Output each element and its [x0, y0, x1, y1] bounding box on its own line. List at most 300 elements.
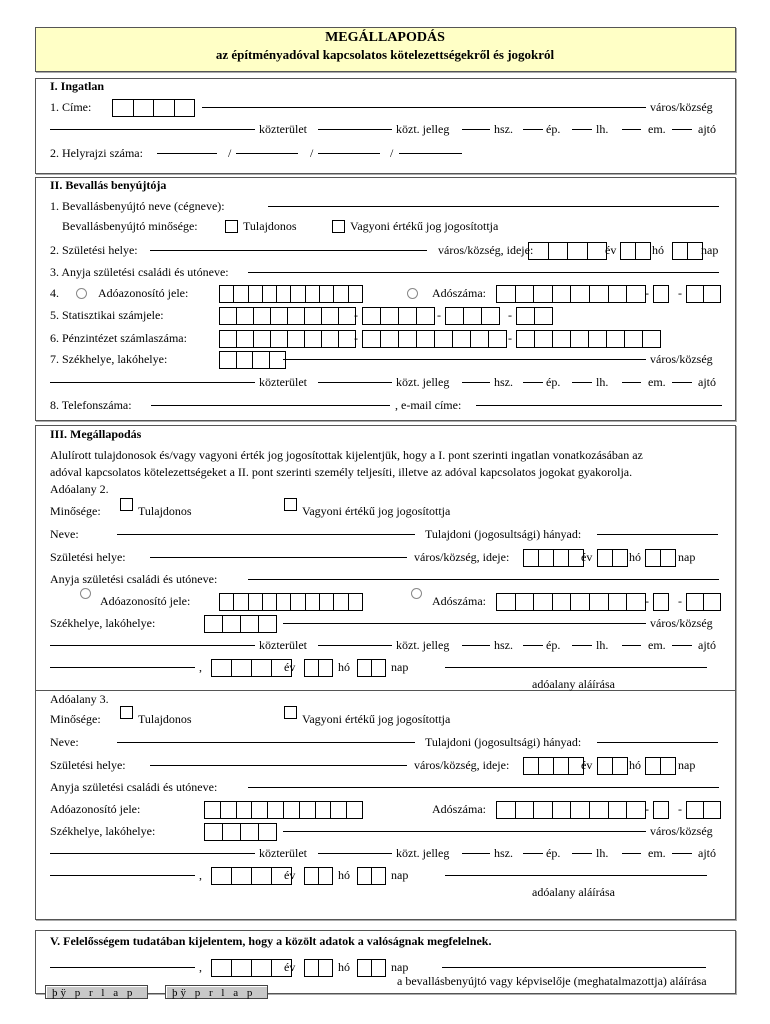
label: 2. Helyrajzi száma:: [50, 146, 143, 160]
digit-box[interactable]: [322, 331, 339, 347]
place-input[interactable]: [50, 875, 195, 876]
digit-box[interactable]: [554, 758, 569, 774]
digit-box[interactable]: [372, 960, 385, 976]
label: em.: [648, 846, 666, 860]
tax-id-radio[interactable]: [80, 588, 91, 599]
label: év: [581, 758, 593, 772]
rights-holder-checkbox[interactable]: [284, 706, 297, 719]
digit-box[interactable]: [305, 868, 319, 884]
digit-box[interactable]: [453, 331, 471, 347]
digit-box[interactable]: [539, 758, 554, 774]
birth-year-boxes: [528, 242, 607, 260]
digit-box[interactable]: [259, 824, 276, 840]
house-number-input[interactable]: [462, 129, 490, 130]
label: Bevallásbenyújtó minősége:: [62, 219, 198, 233]
zip-boxes: [204, 823, 277, 841]
digit-box[interactable]: [661, 758, 675, 774]
stat-number-boxes: [445, 307, 500, 325]
tax-number-boxes: [686, 801, 721, 819]
digit-box[interactable]: [253, 352, 270, 368]
next-page-button[interactable]: þÿ p r l a p: [165, 985, 268, 999]
door-input[interactable]: [672, 853, 692, 854]
label: év: [284, 868, 296, 882]
digit-box[interactable]: [305, 331, 322, 347]
zip-boxes: [112, 99, 195, 117]
label: Székhelye, lakóhelye:: [50, 824, 156, 838]
digit-box[interactable]: [516, 802, 535, 818]
digit-box[interactable]: [654, 802, 668, 818]
digit-box[interactable]: [553, 802, 572, 818]
digit-box[interactable]: [288, 308, 305, 324]
digit-box[interactable]: [232, 960, 252, 976]
digit-box[interactable]: [381, 331, 399, 347]
digit-box[interactable]: [534, 286, 553, 302]
digit-box[interactable]: [588, 243, 607, 259]
digit-box[interactable]: [154, 100, 175, 116]
digit-box[interactable]: [661, 550, 675, 566]
digit-box[interactable]: [363, 331, 381, 347]
digit-box[interactable]: [249, 594, 263, 610]
lot-number-input[interactable]: [399, 153, 462, 154]
digit-box[interactable]: [621, 243, 636, 259]
digit-box[interactable]: [613, 758, 627, 774]
digit-box[interactable]: [331, 802, 347, 818]
digit-box[interactable]: [220, 308, 237, 324]
digit-box[interactable]: [554, 550, 569, 566]
digit-box[interactable]: [381, 308, 399, 324]
label: Adóazonosító jele:: [50, 802, 141, 816]
digit-box[interactable]: [646, 550, 661, 566]
tax-number-radio[interactable]: [407, 288, 418, 299]
label: /: [390, 146, 394, 160]
label: -: [678, 802, 682, 816]
label: adóalany aláírása: [532, 885, 615, 899]
digit-box[interactable]: [232, 660, 252, 676]
digit-box[interactable]: [221, 802, 237, 818]
digit-box[interactable]: [305, 308, 322, 324]
digit-box[interactable]: [241, 616, 259, 632]
birth-month-boxes: [597, 549, 628, 567]
signature-line[interactable]: [445, 875, 707, 876]
digit-box[interactable]: [271, 308, 288, 324]
digit-box[interactable]: [534, 594, 553, 610]
building-input[interactable]: [523, 382, 543, 383]
digit-box[interactable]: [643, 331, 660, 347]
digit-box[interactable]: [417, 308, 434, 324]
label: ,: [199, 660, 202, 674]
digit-box[interactable]: [627, 286, 645, 302]
lot-number-input[interactable]: [236, 153, 298, 154]
digit-box[interactable]: [535, 308, 552, 324]
digit-box[interactable]: [704, 802, 720, 818]
digit-box[interactable]: [212, 960, 232, 976]
stat-number-boxes: [362, 307, 435, 325]
digit-box[interactable]: [497, 802, 516, 818]
label: -: [645, 286, 649, 300]
digit-box[interactable]: [241, 824, 259, 840]
digit-box[interactable]: [252, 960, 272, 976]
digit-box[interactable]: [237, 331, 254, 347]
digit-box[interactable]: [417, 331, 435, 347]
building-input[interactable]: [523, 853, 543, 854]
digit-box[interactable]: [234, 594, 248, 610]
digit-box[interactable]: [372, 868, 385, 884]
subheading: Adóalany 3.: [50, 692, 109, 706]
zip-boxes: [219, 351, 286, 369]
signature-line[interactable]: [442, 967, 706, 968]
digit-box[interactable]: [284, 802, 300, 818]
digit-box[interactable]: [489, 331, 506, 347]
label: nap: [391, 660, 409, 674]
name-input[interactable]: [268, 206, 719, 207]
digit-box[interactable]: [212, 660, 232, 676]
name-input[interactable]: [117, 742, 415, 743]
digit-box[interactable]: [568, 243, 588, 259]
digit-box[interactable]: [306, 594, 320, 610]
digit-box[interactable]: [571, 286, 590, 302]
digit-box[interactable]: [399, 331, 417, 347]
digit-box[interactable]: [553, 331, 571, 347]
digit-box[interactable]: [220, 594, 234, 610]
tax-id-boxes: [204, 801, 363, 819]
digit-box[interactable]: [590, 802, 609, 818]
digit-box[interactable]: [349, 286, 362, 302]
digit-box[interactable]: [175, 100, 195, 116]
digit-box[interactable]: [113, 100, 134, 116]
day-boxes: [357, 659, 386, 677]
digit-box[interactable]: [271, 331, 288, 347]
digit-box[interactable]: [516, 286, 535, 302]
digit-box[interactable]: [263, 286, 277, 302]
digit-box[interactable]: [598, 550, 613, 566]
digit-box[interactable]: [435, 331, 453, 347]
digit-box[interactable]: [539, 550, 554, 566]
name-input[interactable]: [117, 534, 415, 535]
digit-box[interactable]: [524, 550, 539, 566]
digit-box[interactable]: [205, 616, 223, 632]
digit-box[interactable]: [291, 594, 305, 610]
digit-box[interactable]: [268, 802, 284, 818]
digit-box[interactable]: [687, 594, 704, 610]
house-number-input[interactable]: [462, 853, 490, 854]
digit-box[interactable]: [688, 243, 702, 259]
mother-name-input[interactable]: [248, 272, 719, 273]
label: hsz.: [494, 638, 513, 652]
digit-box[interactable]: [399, 308, 417, 324]
label: em.: [648, 122, 666, 136]
digit-box[interactable]: [320, 594, 334, 610]
digit-box[interactable]: [205, 802, 221, 818]
city-input[interactable]: [283, 831, 646, 832]
birthplace-input[interactable]: [150, 557, 407, 558]
digit-box[interactable]: [609, 286, 628, 302]
door-input[interactable]: [672, 645, 692, 646]
digit-box[interactable]: [471, 331, 489, 347]
birthplace-input[interactable]: [150, 250, 427, 251]
owner-checkbox[interactable]: [120, 498, 133, 511]
digit-box[interactable]: [609, 802, 628, 818]
digit-box[interactable]: [363, 308, 381, 324]
digit-box[interactable]: [553, 286, 572, 302]
digit-box[interactable]: [613, 550, 627, 566]
digit-box[interactable]: [517, 331, 535, 347]
label: közt. jelleg: [396, 846, 450, 860]
digit-box[interactable]: [322, 308, 339, 324]
mother-name-input[interactable]: [248, 787, 719, 788]
digit-box[interactable]: [524, 758, 539, 774]
label: lh.: [596, 122, 609, 136]
rights-holder-checkbox[interactable]: [332, 220, 345, 233]
digit-box[interactable]: [252, 868, 272, 884]
digit-box[interactable]: [598, 758, 613, 774]
digit-box[interactable]: [305, 960, 319, 976]
digit-box[interactable]: [220, 352, 237, 368]
digit-box[interactable]: [288, 331, 305, 347]
label: Vagyoni értékű jog jogosítottja: [302, 504, 451, 518]
digit-box[interactable]: [358, 960, 372, 976]
digit-box[interactable]: [334, 286, 348, 302]
city-input[interactable]: [283, 623, 646, 624]
digit-box[interactable]: [254, 331, 271, 347]
label: Tulajdoni (jogosultsági) hányad:: [425, 735, 582, 749]
stairway-input[interactable]: [572, 129, 592, 130]
digit-box[interactable]: [319, 960, 332, 976]
digit-box[interactable]: [571, 331, 589, 347]
label: 4.: [50, 286, 59, 300]
digit-box[interactable]: [571, 802, 590, 818]
label: közt. jelleg: [396, 638, 450, 652]
label: , e-mail címe:: [395, 398, 462, 412]
digit-box[interactable]: [259, 616, 276, 632]
digit-box[interactable]: [339, 331, 355, 347]
digit-box[interactable]: [252, 660, 272, 676]
digit-box[interactable]: [497, 594, 516, 610]
digit-box[interactable]: [316, 802, 332, 818]
street-type-input[interactable]: [318, 645, 392, 646]
digit-box[interactable]: [446, 308, 464, 324]
owner-checkbox[interactable]: [225, 220, 238, 233]
label: város/község, ideje:: [414, 758, 510, 772]
label: -: [678, 594, 682, 608]
street-name-input[interactable]: [50, 129, 255, 130]
digit-box[interactable]: [234, 286, 248, 302]
rights-holder-checkbox[interactable]: [284, 498, 297, 511]
label: Születési helye:: [50, 758, 126, 772]
digit-box[interactable]: [249, 286, 263, 302]
digit-box[interactable]: [347, 802, 362, 818]
prev-page-button[interactable]: þÿ p r l a p: [45, 985, 148, 999]
house-number-input[interactable]: [462, 645, 490, 646]
digit-box[interactable]: [334, 594, 348, 610]
tax-number-radio[interactable]: [411, 588, 422, 599]
digit-box[interactable]: [252, 802, 268, 818]
bank-account-boxes: [362, 330, 507, 348]
digit-box[interactable]: [237, 802, 253, 818]
digit-box[interactable]: [529, 243, 549, 259]
label: Anyja születési családi és utóneve:: [50, 780, 218, 794]
city-input[interactable]: [283, 359, 646, 360]
digit-box[interactable]: [590, 594, 609, 610]
digit-box[interactable]: [607, 331, 625, 347]
lot-number-input[interactable]: [318, 153, 380, 154]
divider: [35, 690, 735, 691]
stairway-input[interactable]: [572, 645, 592, 646]
digit-box[interactable]: [553, 594, 572, 610]
digit-box[interactable]: [358, 660, 372, 676]
label: ,: [199, 960, 202, 974]
place-input[interactable]: [50, 967, 195, 968]
owner-checkbox[interactable]: [120, 706, 133, 719]
share-input[interactable]: [597, 534, 718, 535]
label: város/község: [650, 352, 713, 366]
street-name-input[interactable]: [50, 853, 255, 854]
digit-box[interactable]: [687, 802, 704, 818]
digit-box[interactable]: [300, 802, 316, 818]
section-heading: I. Ingatlan: [50, 79, 105, 93]
label: -: [678, 286, 682, 300]
birthplace-input[interactable]: [150, 765, 407, 766]
label: ép.: [546, 375, 561, 389]
digit-box[interactable]: [220, 286, 234, 302]
digit-box[interactable]: [134, 100, 155, 116]
year-boxes: [211, 959, 292, 977]
digit-box[interactable]: [263, 594, 277, 610]
label: nap: [678, 550, 696, 564]
digit-box[interactable]: [319, 868, 332, 884]
floor-input[interactable]: [622, 645, 641, 646]
signature-line[interactable]: [445, 667, 707, 668]
digit-box[interactable]: [220, 331, 237, 347]
place-input[interactable]: [50, 667, 195, 668]
lot-number-input[interactable]: [157, 153, 217, 154]
label: hsz.: [494, 375, 513, 389]
digit-box[interactable]: [627, 594, 645, 610]
digit-box[interactable]: [349, 594, 362, 610]
digit-box[interactable]: [305, 660, 319, 676]
digit-box[interactable]: [223, 616, 241, 632]
digit-box[interactable]: [482, 308, 499, 324]
digit-box[interactable]: [516, 594, 535, 610]
label: 1. Bevallásbenyújtó neve (cégneve):: [50, 199, 225, 213]
digit-box[interactable]: [687, 286, 704, 302]
digit-box[interactable]: [654, 594, 668, 610]
digit-box[interactable]: [205, 824, 223, 840]
label: ajtó: [698, 638, 716, 652]
digit-box[interactable]: [223, 824, 241, 840]
digit-box[interactable]: [372, 660, 385, 676]
label: közterület: [259, 375, 307, 389]
label: hó: [338, 960, 350, 974]
digit-box[interactable]: [571, 594, 590, 610]
label: Vagyoni értékű jog jogosítottja: [350, 219, 499, 233]
house-number-input[interactable]: [462, 382, 490, 383]
street-type-input[interactable]: [318, 382, 392, 383]
label: -: [645, 802, 649, 816]
digit-box[interactable]: [704, 594, 720, 610]
stairway-input[interactable]: [572, 853, 592, 854]
digit-box[interactable]: [589, 331, 607, 347]
street-name-input[interactable]: [50, 382, 255, 383]
city-input[interactable]: [202, 107, 646, 108]
digit-box[interactable]: [549, 243, 569, 259]
floor-input[interactable]: [622, 382, 641, 383]
email-input[interactable]: [476, 405, 722, 406]
label: Minősége:: [50, 712, 101, 726]
label: Tulajdonos: [138, 712, 192, 726]
label: ép.: [546, 846, 561, 860]
mother-name-input[interactable]: [248, 579, 719, 580]
digit-box[interactable]: [704, 286, 720, 302]
year-boxes: [211, 867, 292, 885]
digit-box[interactable]: [237, 308, 254, 324]
floor-input[interactable]: [622, 853, 641, 854]
label: nap: [391, 960, 409, 974]
label: /: [228, 146, 232, 160]
digit-box[interactable]: [517, 308, 535, 324]
door-input[interactable]: [672, 382, 692, 383]
phone-input[interactable]: [151, 405, 390, 406]
digit-box[interactable]: [306, 286, 320, 302]
floor-input[interactable]: [622, 129, 641, 130]
label: hsz.: [494, 846, 513, 860]
digit-box[interactable]: [646, 758, 661, 774]
street-type-input[interactable]: [318, 129, 392, 130]
street-name-input[interactable]: [50, 645, 255, 646]
digit-box[interactable]: [654, 286, 668, 302]
digit-box[interactable]: [320, 286, 334, 302]
digit-box[interactable]: [212, 868, 232, 884]
label: közt. jelleg: [396, 122, 450, 136]
label: közt. jelleg: [396, 375, 450, 389]
digit-box[interactable]: [277, 286, 291, 302]
digit-box[interactable]: [535, 331, 553, 347]
share-input[interactable]: [597, 742, 718, 743]
door-input[interactable]: [672, 129, 692, 130]
birth-year-boxes: [523, 549, 584, 567]
building-input[interactable]: [523, 129, 543, 130]
digit-box[interactable]: [270, 352, 286, 368]
digit-box[interactable]: [358, 868, 372, 884]
digit-box[interactable]: [609, 594, 628, 610]
digit-box[interactable]: [464, 308, 482, 324]
street-type-input[interactable]: [318, 853, 392, 854]
digit-box[interactable]: [339, 308, 355, 324]
label: Minősége:: [50, 504, 101, 518]
stairway-input[interactable]: [572, 382, 592, 383]
digit-box[interactable]: [627, 802, 645, 818]
digit-box[interactable]: [636, 243, 650, 259]
digit-box[interactable]: [625, 331, 643, 347]
digit-box[interactable]: [237, 352, 254, 368]
digit-box[interactable]: [254, 308, 271, 324]
label: közterület: [259, 638, 307, 652]
label: 1. Címe:: [50, 100, 92, 114]
tax-id-radio[interactable]: [76, 288, 87, 299]
digit-box[interactable]: [497, 286, 516, 302]
label: adóalany aláírása: [532, 677, 615, 691]
digit-box[interactable]: [277, 594, 291, 610]
digit-box[interactable]: [232, 868, 252, 884]
form-title: MEGÁLLAPODÁS: [325, 30, 445, 45]
label: Neve:: [50, 735, 79, 749]
digit-box[interactable]: [673, 243, 688, 259]
digit-box[interactable]: [534, 802, 553, 818]
digit-box[interactable]: [590, 286, 609, 302]
digit-box[interactable]: [319, 660, 332, 676]
digit-box[interactable]: [291, 286, 305, 302]
label: Születési helye:: [50, 550, 126, 564]
building-input[interactable]: [523, 645, 543, 646]
